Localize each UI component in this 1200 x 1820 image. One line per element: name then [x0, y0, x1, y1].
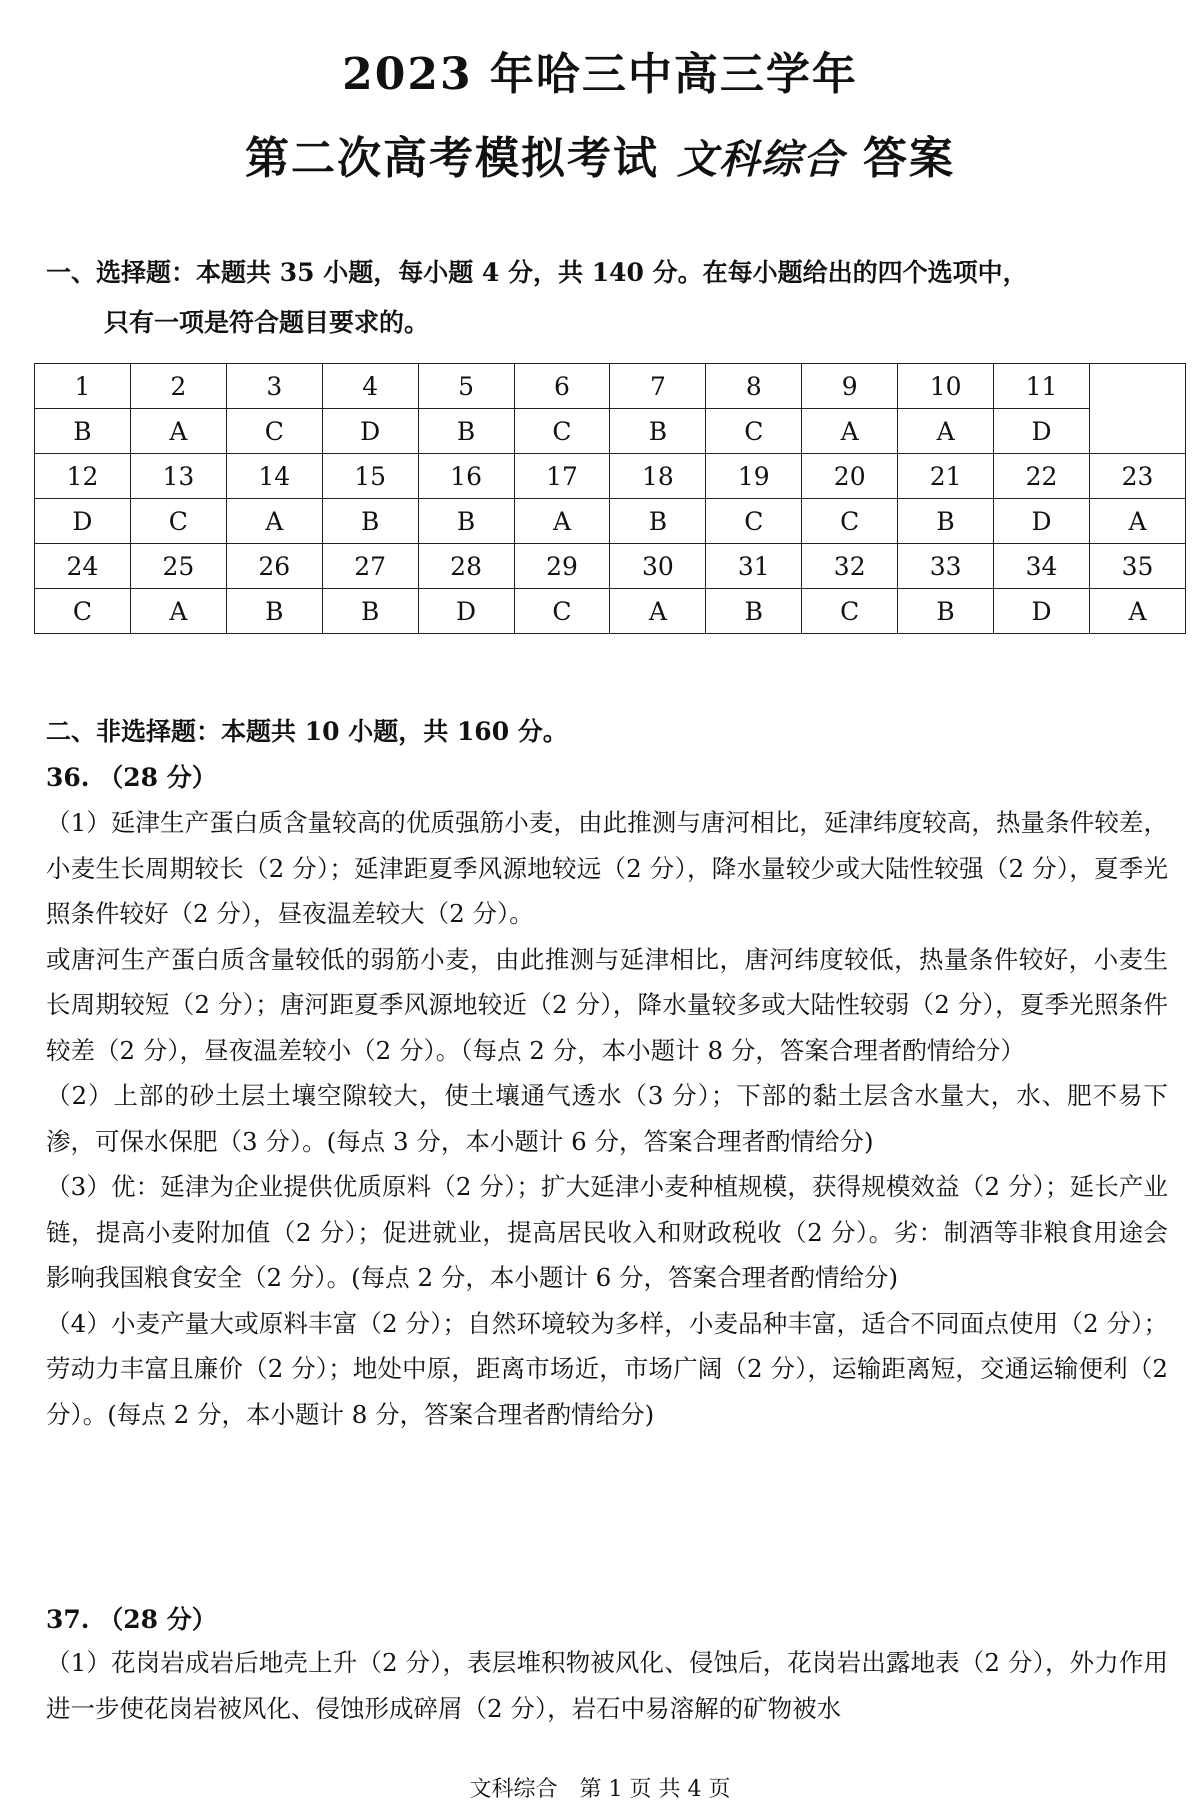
table-cell-number: 35 — [1089, 544, 1185, 589]
table-cell-answer: B — [35, 409, 131, 454]
table-cell-number: 24 — [35, 544, 131, 589]
table-cell-number: 3 — [226, 364, 322, 409]
table-row-question-numbers — [35, 454, 1186, 499]
q36-part1-alt: 或唐河生产蛋白质含量较低的弱筋小麦，由此推测与延津相比，唐河纬度较低，热量条件较好，小麦生长周期较短（2 分）；唐河距夏季风源地较近（2 分），降水量较多或大陆性较弱（2 分），夏季光照条件较差（2 分），昼夜温差较小（2 分）。（每点 2 分，本小题计 8 分，答案合理者酌情给分） — [46, 944, 1168, 1065]
table-row-question-numbers — [35, 364, 1186, 409]
table-cell-answer: B — [706, 589, 802, 634]
table-cell-answer: B — [610, 499, 706, 544]
table-cell-answer: A — [898, 409, 994, 454]
table-cell-number: 4 — [322, 364, 418, 409]
page-footer: 文科综合 第 1 页 共 4 页 — [469, 1777, 731, 1802]
table-cell-answer: A — [802, 409, 898, 454]
table-cell-number: 34 — [994, 544, 1090, 589]
table-cell-answer: A — [1089, 589, 1185, 634]
table-cell-number: 11 — [994, 364, 1090, 409]
table-cell-answer: D — [35, 499, 131, 544]
table-row-answers — [35, 409, 1186, 454]
table-cell-empty — [1089, 364, 1185, 454]
table-cell-answer: A — [514, 499, 610, 544]
table-cell-answer: B — [418, 499, 514, 544]
table-cell-number: 1 — [35, 364, 131, 409]
section1-line1: 一、选择题：本题共 35 小题，每小题 4 分，共 140 分。在每小题给出的四个选项中， — [46, 258, 1028, 287]
table-cell-number: 14 — [226, 454, 322, 499]
table-cell-number: 29 — [514, 544, 610, 589]
table-cell-answer: A — [130, 409, 226, 454]
table-cell-answer: C — [802, 499, 898, 544]
table-cell-number: 12 — [35, 454, 131, 499]
table-cell-number: 33 — [898, 544, 994, 589]
table-cell-number: 22 — [994, 454, 1090, 499]
table-cell-number: 19 — [706, 454, 802, 499]
table-cell-answer: C — [35, 589, 131, 634]
table-cell-number: 30 — [610, 544, 706, 589]
question37-answer — [46, 1640, 1168, 1731]
table-cell-answer: C — [514, 409, 610, 454]
table-cell-answer: B — [322, 589, 418, 634]
table-cell-number: 26 — [226, 544, 322, 589]
table-cell-number: 17 — [514, 454, 610, 499]
table-cell-number: 16 — [418, 454, 514, 499]
title-answer-word: 答案 — [863, 133, 955, 184]
question36-answer — [46, 800, 1168, 1437]
table-cell-answer: C — [226, 409, 322, 454]
table-row-answers — [35, 589, 1186, 634]
table-cell-number: 18 — [610, 454, 706, 499]
table-cell-number: 7 — [610, 364, 706, 409]
table-cell-number: 6 — [514, 364, 610, 409]
answer-table — [34, 363, 1186, 634]
table-cell-answer: B — [226, 589, 322, 634]
table-cell-number: 21 — [898, 454, 994, 499]
table-cell-answer: B — [322, 499, 418, 544]
table-cell-number: 20 — [802, 454, 898, 499]
page-title-line2 — [0, 122, 1200, 186]
table-cell-number: 5 — [418, 364, 514, 409]
table-cell-answer: B — [418, 409, 514, 454]
table-cell-answer: D — [994, 409, 1090, 454]
table-cell-answer: A — [130, 589, 226, 634]
table-cell-answer: D — [418, 589, 514, 634]
table-cell-answer: C — [706, 409, 802, 454]
table-cell-number: 23 — [1089, 454, 1185, 499]
section2-heading: 二、非选择题：本题共 10 小题，共 160 分。 — [46, 717, 568, 746]
table-cell-number: 25 — [130, 544, 226, 589]
table-cell-answer: D — [994, 499, 1090, 544]
title-subject: 文科综合 — [677, 136, 845, 183]
table-cell-number: 9 — [802, 364, 898, 409]
table-cell-number: 13 — [130, 454, 226, 499]
table-cell-number: 8 — [706, 364, 802, 409]
table-cell-number: 15 — [322, 454, 418, 499]
question36-heading: 36. （28 分） — [46, 763, 217, 792]
table-cell-answer: A — [610, 589, 706, 634]
q37-part1: （1）花岗岩成岩后地壳上升（2 分），表层堆积物被风化、侵蚀后，花岗岩出露地表（2 分），外力作用进一步使花岗岩被风化、侵蚀形成碎屑（2 分），岩石中易溶解的矿物被水 — [46, 1648, 1168, 1723]
page-title-line1: 2023 年哈三中高三学年 — [342, 49, 858, 100]
section1-heading — [46, 248, 1156, 348]
title-exam-name: 第二次高考模拟考试 — [245, 133, 659, 184]
table-cell-answer: C — [514, 589, 610, 634]
table-cell-number: 31 — [706, 544, 802, 589]
table-cell-answer: D — [322, 409, 418, 454]
table-cell-answer: A — [226, 499, 322, 544]
table-cell-answer: B — [898, 589, 994, 634]
table-row-answers — [35, 499, 1186, 544]
table-cell-answer: C — [130, 499, 226, 544]
q36-part3: （3）优：延津为企业提供优质原料（2 分）；扩大延津小麦种植规模，获得规模效益（2 分）；延长产业链，提高小麦附加值（2 分）；促进就业，提高居民收入和财政税收（2 分）。劣：制酒等非粮食用途会影响我国粮食安全（2 分）。(每点 2 分，本小题计 6 分，答案合理者酌情给分) — [46, 1172, 1168, 1292]
table-cell-answer: A — [1089, 499, 1185, 544]
table-cell-number: 28 — [418, 544, 514, 589]
table-cell-answer: D — [994, 589, 1090, 634]
q36-part2: （2）上部的砂土层土壤空隙较大，使土壤通气透水（3 分）；下部的黏土层含水量大，水、肥不易下渗，可保水保肥（3 分）。(每点 3 分，本小题计 6 分，答案合理者酌情给分) — [46, 1081, 1168, 1156]
table-cell-answer: C — [802, 589, 898, 634]
section1-line2: 只有一项是符合题目要求的。 — [104, 308, 430, 337]
table-cell-answer: C — [706, 499, 802, 544]
q36-part1: （1）延津生产蛋白质含量较高的优质强筋小麦，由此推测与唐河相比，延津纬度较高，热量条件较差，小麦生长周期较长（2 分）；延津距夏季风源地较远（2 分），降水量较少或大陆性较强（2 分），夏季光照条件较好（2 分），昼夜温差较大（2 分）。 — [46, 808, 1168, 928]
table-row-question-numbers — [35, 544, 1186, 589]
table-cell-number: 27 — [322, 544, 418, 589]
table-cell-answer: B — [898, 499, 994, 544]
table-cell-number: 10 — [898, 364, 994, 409]
question37-heading: 37. （28 分） — [46, 1605, 217, 1634]
q36-part4: （4）小麦产量大或原料丰富（2 分）；自然环境较为多样，小麦品种丰富，适合不同面点使用（2 分）；劳动力丰富且廉价（2 分）；地处中原，距离市场近，市场广阔（2 分），运输距离短，交通运输便利（2 分）。(每点 2 分，本小题计 8 分，答案合理者酌情给分) — [46, 1308, 1168, 1429]
table-cell-number: 2 — [130, 364, 226, 409]
table-cell-answer: B — [610, 409, 706, 454]
table-cell-number: 32 — [802, 544, 898, 589]
